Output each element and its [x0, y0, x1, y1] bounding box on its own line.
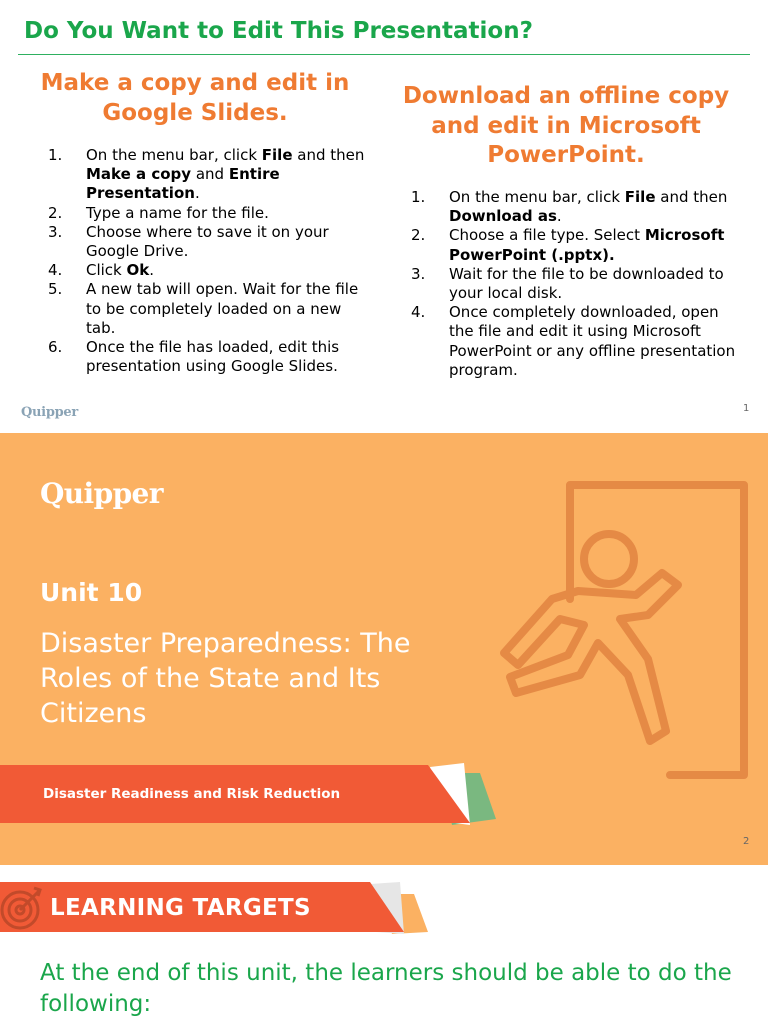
step-text: [86, 223, 368, 261]
step-emphasis: Download as: [449, 207, 557, 226]
page-number: 2: [743, 836, 750, 847]
step-number: 5.: [48, 280, 63, 299]
list-item: [48, 280, 368, 338]
list-item: [411, 265, 741, 303]
step-fragment: On the menu bar, click: [449, 188, 625, 206]
step-text: [449, 265, 741, 303]
slide-1: [0, 0, 768, 432]
step-fragment: Choose a file type. Select: [449, 226, 645, 245]
step-emphasis: File: [624, 188, 656, 206]
step-fragment: .: [149, 261, 155, 280]
title-divider: [18, 54, 750, 55]
step-fragment: Click: [86, 261, 127, 280]
step-fragment: .: [194, 184, 200, 203]
list-item: [411, 303, 741, 380]
step-text: [86, 280, 368, 338]
step-fragment: and then: [655, 188, 728, 206]
step-number: 2.: [48, 203, 63, 222]
google-slides-heading: Make a copy and edit in Google Slides.: [40, 70, 350, 126]
powerpoint-steps: [411, 188, 741, 380]
step-emphasis: Microsoft PowerPoint (.pptx).: [449, 226, 725, 264]
step-fragment: Type a name for the file.: [86, 203, 269, 222]
step-emphasis: File: [261, 146, 293, 164]
step-fragment: Wait for the file to be downloaded to your local disk.: [449, 264, 724, 303]
step-text: [86, 338, 368, 376]
step-emphasis: Entire Presentation: [86, 165, 280, 203]
step-number: 4.: [411, 303, 426, 322]
quipper-logo: Quipper: [21, 405, 78, 420]
learning-targets-intro: At the end of this unit, the learners should be able to do the following:: [40, 960, 732, 1017]
list-item: [411, 188, 741, 226]
learning-targets-heading: LEARNING TARGETS: [50, 895, 311, 921]
step-text: [86, 204, 368, 223]
step-number: 3.: [48, 222, 63, 241]
list-item: [48, 146, 368, 204]
step-number: 4.: [48, 261, 63, 280]
step-fragment: A new tab will open. Wait for the file to be completely loaded on a new tab.: [86, 280, 359, 337]
slide-title: Do You Want to Edit This Presentation?: [24, 18, 533, 44]
step-text: [449, 226, 741, 264]
step-fragment: and: [191, 165, 229, 184]
step-fragment: Once completely downloaded, open the file and edit it using Microsoft PowerPoint or any offline presentation program.: [449, 303, 736, 379]
list-item: [411, 226, 741, 264]
step-fragment: On the menu bar, click: [86, 146, 262, 164]
unit-label: Unit 10: [40, 578, 143, 607]
step-number: 6.: [48, 338, 63, 357]
google-slides-steps: [48, 146, 368, 376]
step-text: [449, 188, 741, 226]
subject-label: Disaster Readiness and Risk Reduction: [43, 786, 341, 802]
slide-2: [0, 433, 768, 865]
step-emphasis: Make a copy: [86, 165, 192, 184]
quipper-logo: Quipper: [40, 477, 163, 510]
step-text: [86, 146, 368, 204]
slide-title: Disaster Preparedness: The Roles of the State and Its Citizens: [40, 628, 411, 729]
page-number: 1: [743, 403, 750, 414]
step-number: 1.: [411, 188, 426, 206]
step-number: 2.: [411, 226, 426, 245]
slide-3: [0, 866, 768, 1024]
step-fragment: and then: [292, 146, 365, 164]
step-fragment: .: [556, 207, 562, 226]
step-emphasis: Ok: [126, 261, 150, 280]
step-text: [449, 303, 741, 380]
list-item: [48, 338, 368, 376]
running-exit-icon: [488, 479, 768, 799]
list-item: [48, 204, 368, 223]
list-item: [48, 223, 368, 261]
step-text: [86, 261, 368, 280]
step-fragment: Choose where to save it on your Google Drive.: [86, 222, 329, 261]
step-number: 3.: [411, 264, 426, 283]
step-fragment: Once the file has loaded, edit this presentation using Google Slides.: [86, 338, 340, 376]
list-item: [48, 261, 368, 280]
powerpoint-heading: Download an offline copy and edit in Microsoft PowerPoint.: [402, 83, 730, 168]
step-number: 1.: [48, 146, 63, 164]
